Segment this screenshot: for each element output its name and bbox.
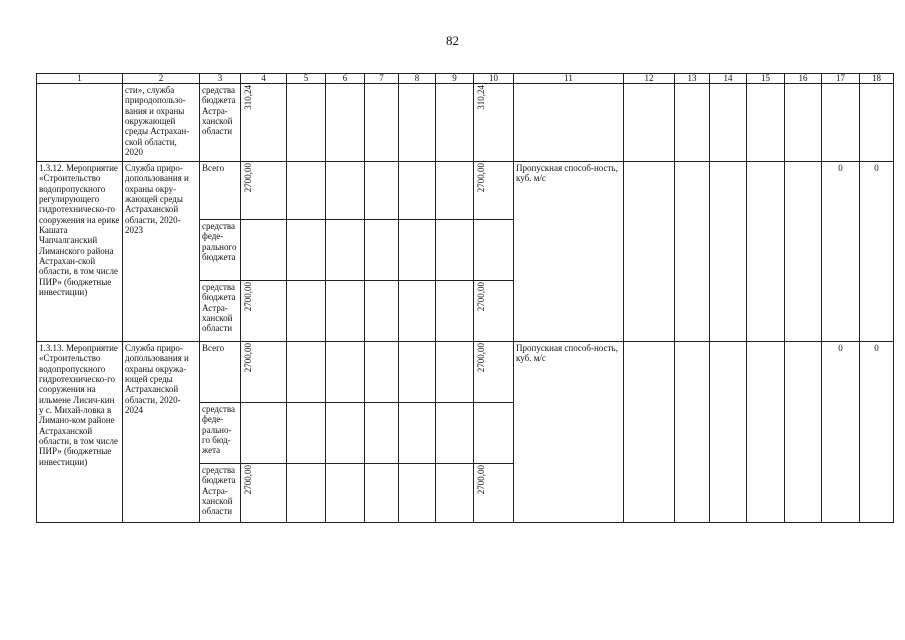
cell-col5 — [287, 84, 326, 162]
cell-col8 — [399, 281, 436, 342]
cell-col10 — [474, 464, 514, 523]
cell-col15 — [747, 342, 785, 523]
cell-col18 — [860, 84, 894, 162]
cell-col12 — [624, 342, 675, 523]
cell-col4 — [241, 162, 287, 220]
table-row — [37, 162, 894, 220]
cell-col10 — [474, 162, 514, 220]
col-header: 16 — [785, 74, 822, 84]
cell-col6 — [326, 84, 365, 162]
cell-col10 — [474, 220, 514, 281]
cell-col9 — [436, 84, 474, 162]
cell-col5 — [287, 281, 326, 342]
cell-col4 — [241, 464, 287, 523]
cell-col10 — [474, 281, 514, 342]
cell-col15 — [747, 162, 785, 342]
cell-col4 — [241, 342, 287, 403]
value-col4: 310,24 — [243, 85, 253, 110]
cell-col18: 0 — [860, 342, 894, 523]
cell-col5 — [287, 162, 326, 220]
item-description: 1.3.12. Мероприятие «Строительство водопропускного регулирующего гидротехническо-го сооружения на ерике Кашата Чапчалганский Лиманского района Астрахан-ской области, в том числе ПИР» (бюджетные инвестиции) — [37, 162, 123, 342]
value-col4: 2700,00 — [243, 282, 253, 312]
cell-col9 — [436, 220, 474, 281]
col-header: 18 — [860, 74, 894, 84]
col-header: 12 — [624, 74, 675, 84]
cell-col7 — [365, 162, 399, 220]
cell-col18: 0 — [860, 162, 894, 342]
cell-col8 — [399, 162, 436, 220]
cell-col1 — [37, 84, 123, 162]
value-col10: 2700,00 — [476, 343, 486, 373]
cell-col17 — [822, 84, 860, 162]
table-row-carry — [37, 84, 894, 162]
value-col4: 2700,00 — [243, 343, 253, 373]
cell-col9 — [436, 403, 474, 464]
col-header: 9 — [436, 74, 474, 84]
cell-col7 — [365, 220, 399, 281]
cell-col9 — [436, 281, 474, 342]
col-header: 15 — [747, 74, 785, 84]
col-header: 10 — [474, 74, 514, 84]
cell-col12 — [624, 84, 675, 162]
cell-col8 — [399, 464, 436, 523]
col-header: 3 — [200, 74, 241, 84]
cell-col17: 0 — [822, 162, 860, 342]
value-col10: 310,24 — [476, 85, 486, 110]
cell-col14 — [710, 84, 747, 162]
cell-col3: Всего — [200, 342, 241, 403]
cell-col3: средства бюджета Астра-ханской области — [200, 464, 241, 523]
cell-col3: средства бюджета Астра-ханской области — [200, 84, 241, 162]
cell-col8 — [399, 220, 436, 281]
cell-col4 — [241, 84, 287, 162]
cell-col10 — [474, 342, 514, 403]
page-number: 82 — [446, 33, 459, 48]
value-col10: 2700,00 — [476, 282, 486, 312]
cell-col9 — [436, 342, 474, 403]
cell-col16 — [785, 84, 822, 162]
item-description: 1.3.13. Мероприятие «Строительство водопропускного гидротехническо-го сооружения на ильмене Лисич-кин у с. Михай-ловка в Лимано-ком районе Астраханской области, в том числе ПИР» (бюджетные инвестиции) — [37, 342, 123, 523]
cell-col5 — [287, 220, 326, 281]
col-header: 1 — [37, 74, 123, 84]
cell-col6 — [326, 162, 365, 220]
indicator-name: Пропускная способ-ность, куб. м/с — [514, 162, 624, 342]
cell-col8 — [399, 403, 436, 464]
item-executor: Служба приро-допользования и охраны окру-жающей среды Астраханской области, 2020-2023 — [123, 162, 200, 342]
cell-col4 — [241, 281, 287, 342]
cell-col14 — [710, 342, 747, 523]
col-header: 7 — [365, 74, 399, 84]
cell-col11 — [514, 84, 624, 162]
cell-col10 — [474, 403, 514, 464]
indicator-name: Пропускная способ-ность, куб. м/с — [514, 342, 624, 523]
cell-col4 — [241, 220, 287, 281]
cell-col5 — [287, 403, 326, 464]
cell-col13 — [675, 84, 710, 162]
header-row — [37, 74, 894, 84]
cell-col3: средства бюджета Астра-ханской области — [200, 281, 241, 342]
value-col10: 2700,00 — [476, 465, 486, 495]
cell-col7 — [365, 342, 399, 403]
cell-col14 — [710, 162, 747, 342]
cell-col8 — [399, 342, 436, 403]
cell-col4 — [241, 403, 287, 464]
cell-col16 — [785, 342, 822, 523]
value-col4: 2700,00 — [243, 465, 253, 495]
cell-col5 — [287, 342, 326, 403]
cell-col6 — [326, 281, 365, 342]
item-executor: Служба приро-допользования и охраны окружа-ющей среды Астраханской области, 2020-2024 — [123, 342, 200, 523]
col-header: 14 — [710, 74, 747, 84]
cell-col10 — [474, 84, 514, 162]
cell-col13 — [675, 342, 710, 523]
cell-col3: средства феде-рального бюджета — [200, 220, 241, 281]
cell-col9 — [436, 162, 474, 220]
col-header: 5 — [287, 74, 326, 84]
cell-col6 — [326, 403, 365, 464]
cell-col16 — [785, 162, 822, 342]
cell-col13 — [675, 162, 710, 342]
table-row — [37, 342, 894, 403]
cell-col9 — [436, 464, 474, 523]
value-col4: 2700,00 — [243, 163, 253, 193]
cell-col6 — [326, 342, 365, 403]
col-header: 2 — [123, 74, 200, 84]
cell-col12 — [624, 162, 675, 342]
cell-col7 — [365, 464, 399, 523]
budget-table — [36, 73, 894, 523]
value-col10: 2700,00 — [476, 163, 486, 193]
col-header: 17 — [822, 74, 860, 84]
cell-col17: 0 — [822, 342, 860, 523]
cell-col7 — [365, 281, 399, 342]
cell-col6 — [326, 220, 365, 281]
col-header: 4 — [241, 74, 287, 84]
col-header: 11 — [514, 74, 624, 84]
cell-col15 — [747, 84, 785, 162]
col-header: 13 — [675, 74, 710, 84]
cell-col7 — [365, 403, 399, 464]
cell-col3: Всего — [200, 162, 241, 220]
cell-col7 — [365, 84, 399, 162]
cell-col3: средства феде-рально-го бюд-жета — [200, 403, 241, 464]
col-header: 8 — [399, 74, 436, 84]
cell-col6 — [326, 464, 365, 523]
col-header: 6 — [326, 74, 365, 84]
cell-col8 — [399, 84, 436, 162]
cell-col5 — [287, 464, 326, 523]
cell-col2: сти», служба природопользо-вания и охраны окружающей среды Астрахан-ской области, 2020 — [123, 84, 200, 162]
